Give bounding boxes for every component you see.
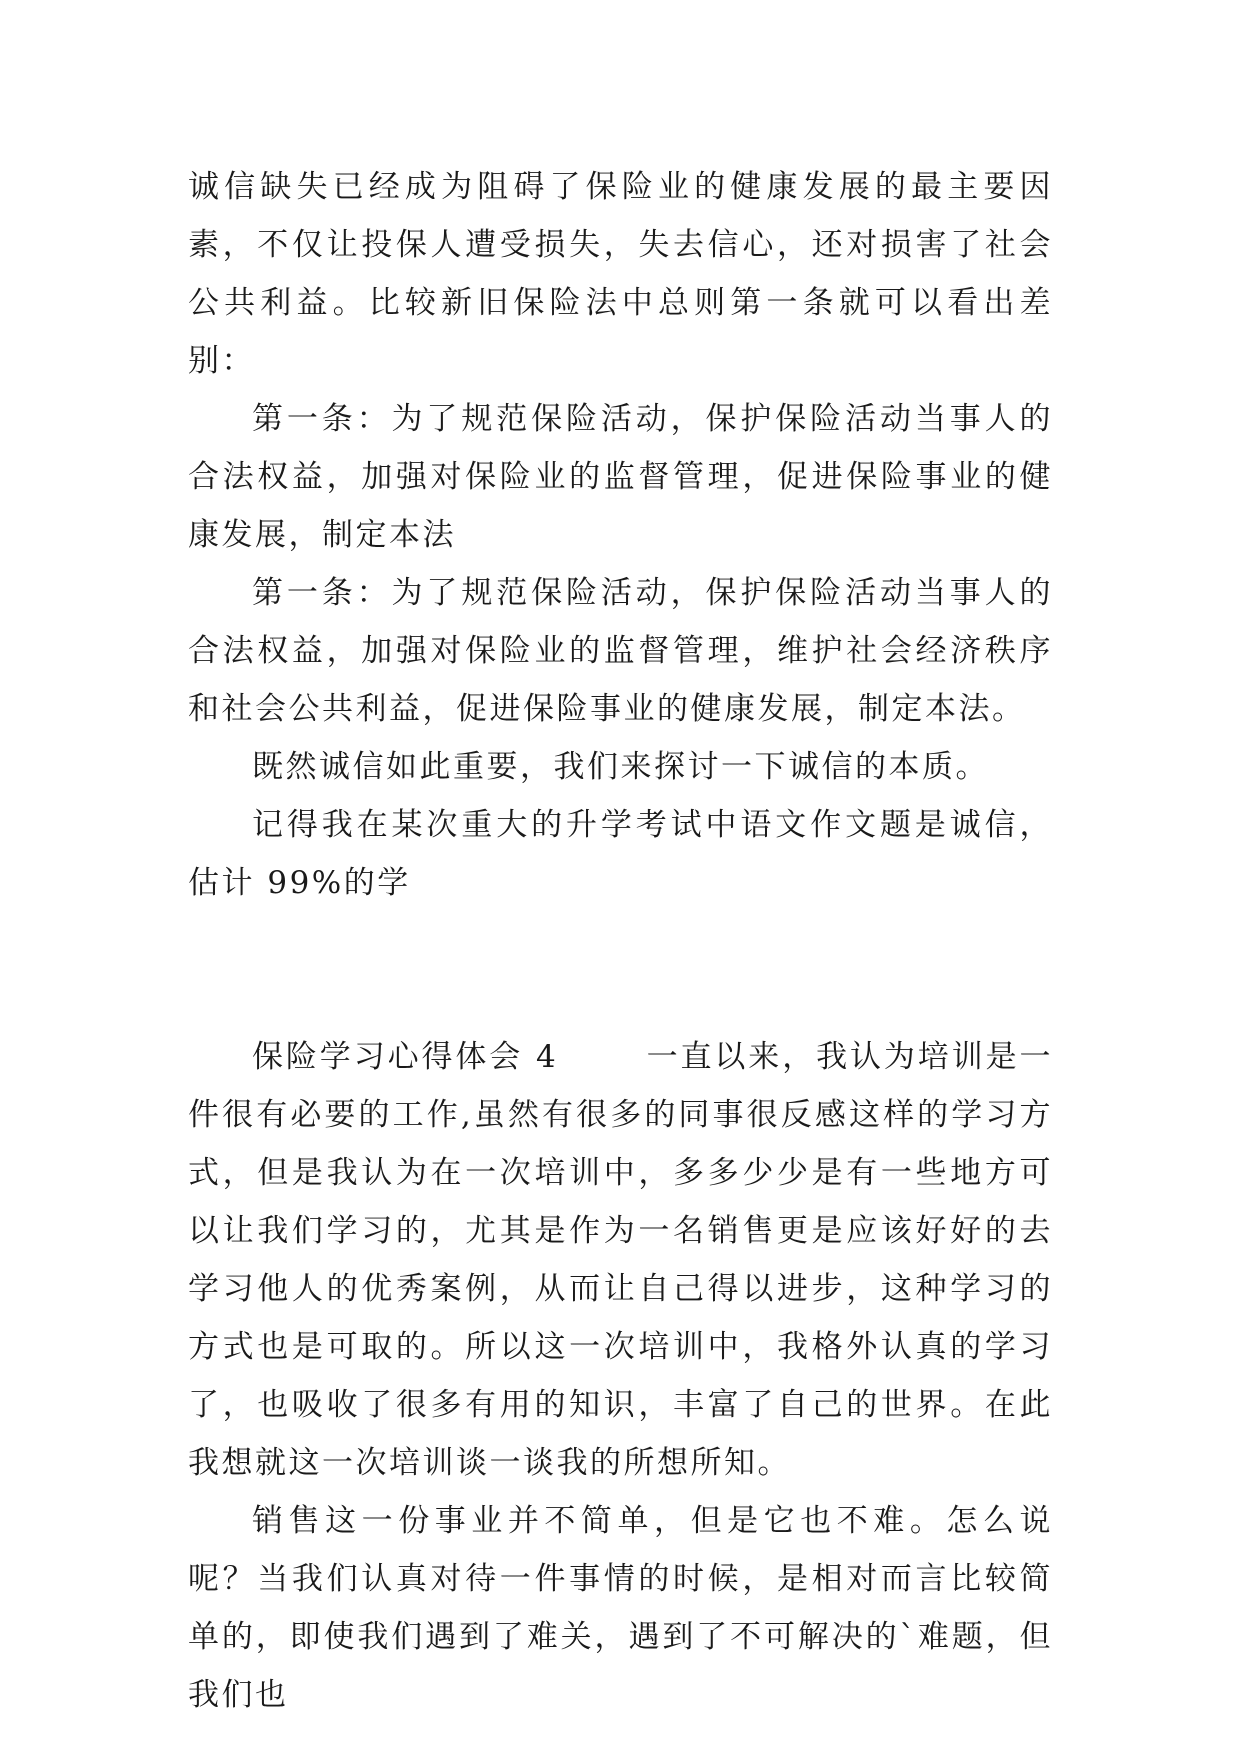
- paragraph-integrity-essence: 既然诚信如此重要，我们来探讨一下诚信的本质。: [252, 749, 989, 785]
- paragraph-sales: 销售这一份事业并不简单，但是它也不难。怎么说呢？当我们认真对待一件事情的时候，是相对而言比较简单的，即使我们遇到了难关，遇到了不可解决的`难题，但我们也: [188, 1503, 1053, 1713]
- paragraph-integrity: 诚信缺失已经成为阻碍了保险业的健康发展的最主要因素，不仅让投保人遭受损失，失去信心，还对损害了社会公共利益。比较新旧保险法中总则第一条就可以看出差别：: [188, 169, 1053, 379]
- document-body: [188, 158, 1053, 1724]
- paragraph-exam-memory: 记得我在某次重大的升学考试中语文作文题是诚信，估计 99%的学: [188, 807, 1053, 901]
- section-gap: [188, 912, 1053, 1028]
- section-intro: 一直以来，我认为培训是一件很有必要的工作,虽然有很多的同事很反感这样的学习方式，但是我认为在一次培训中，多多少少是有一些地方可以让我们学习的，尤其是作为一名销售更是应该好好的去学习他人的优秀案例，从而让自己得以进步，这种学习的方式也是可取的。所以这一次培训中，我格外认真的学习了，也吸收了很多有用的知识，丰富了自己的世界。在此我想就这一次培训谈一谈我的所想所知。: [188, 1039, 1053, 1481]
- section-title: 保险学习心得体会 4: [252, 1039, 559, 1075]
- paragraph-section-4: [188, 1028, 1053, 1492]
- paragraph-old-article-one: 第一条：为了规范保险活动，保护保险活动当事人的合法权益，加强对保险业的监督管理，促进保险事业的健康发展，制定本法: [188, 401, 1053, 553]
- paragraph-new-article-one: 第一条：为了规范保险活动，保护保险活动当事人的合法权益，加强对保险业的监督管理，维护社会经济秩序和社会公共利益，促进保险事业的健康发展，制定本法。: [188, 575, 1053, 727]
